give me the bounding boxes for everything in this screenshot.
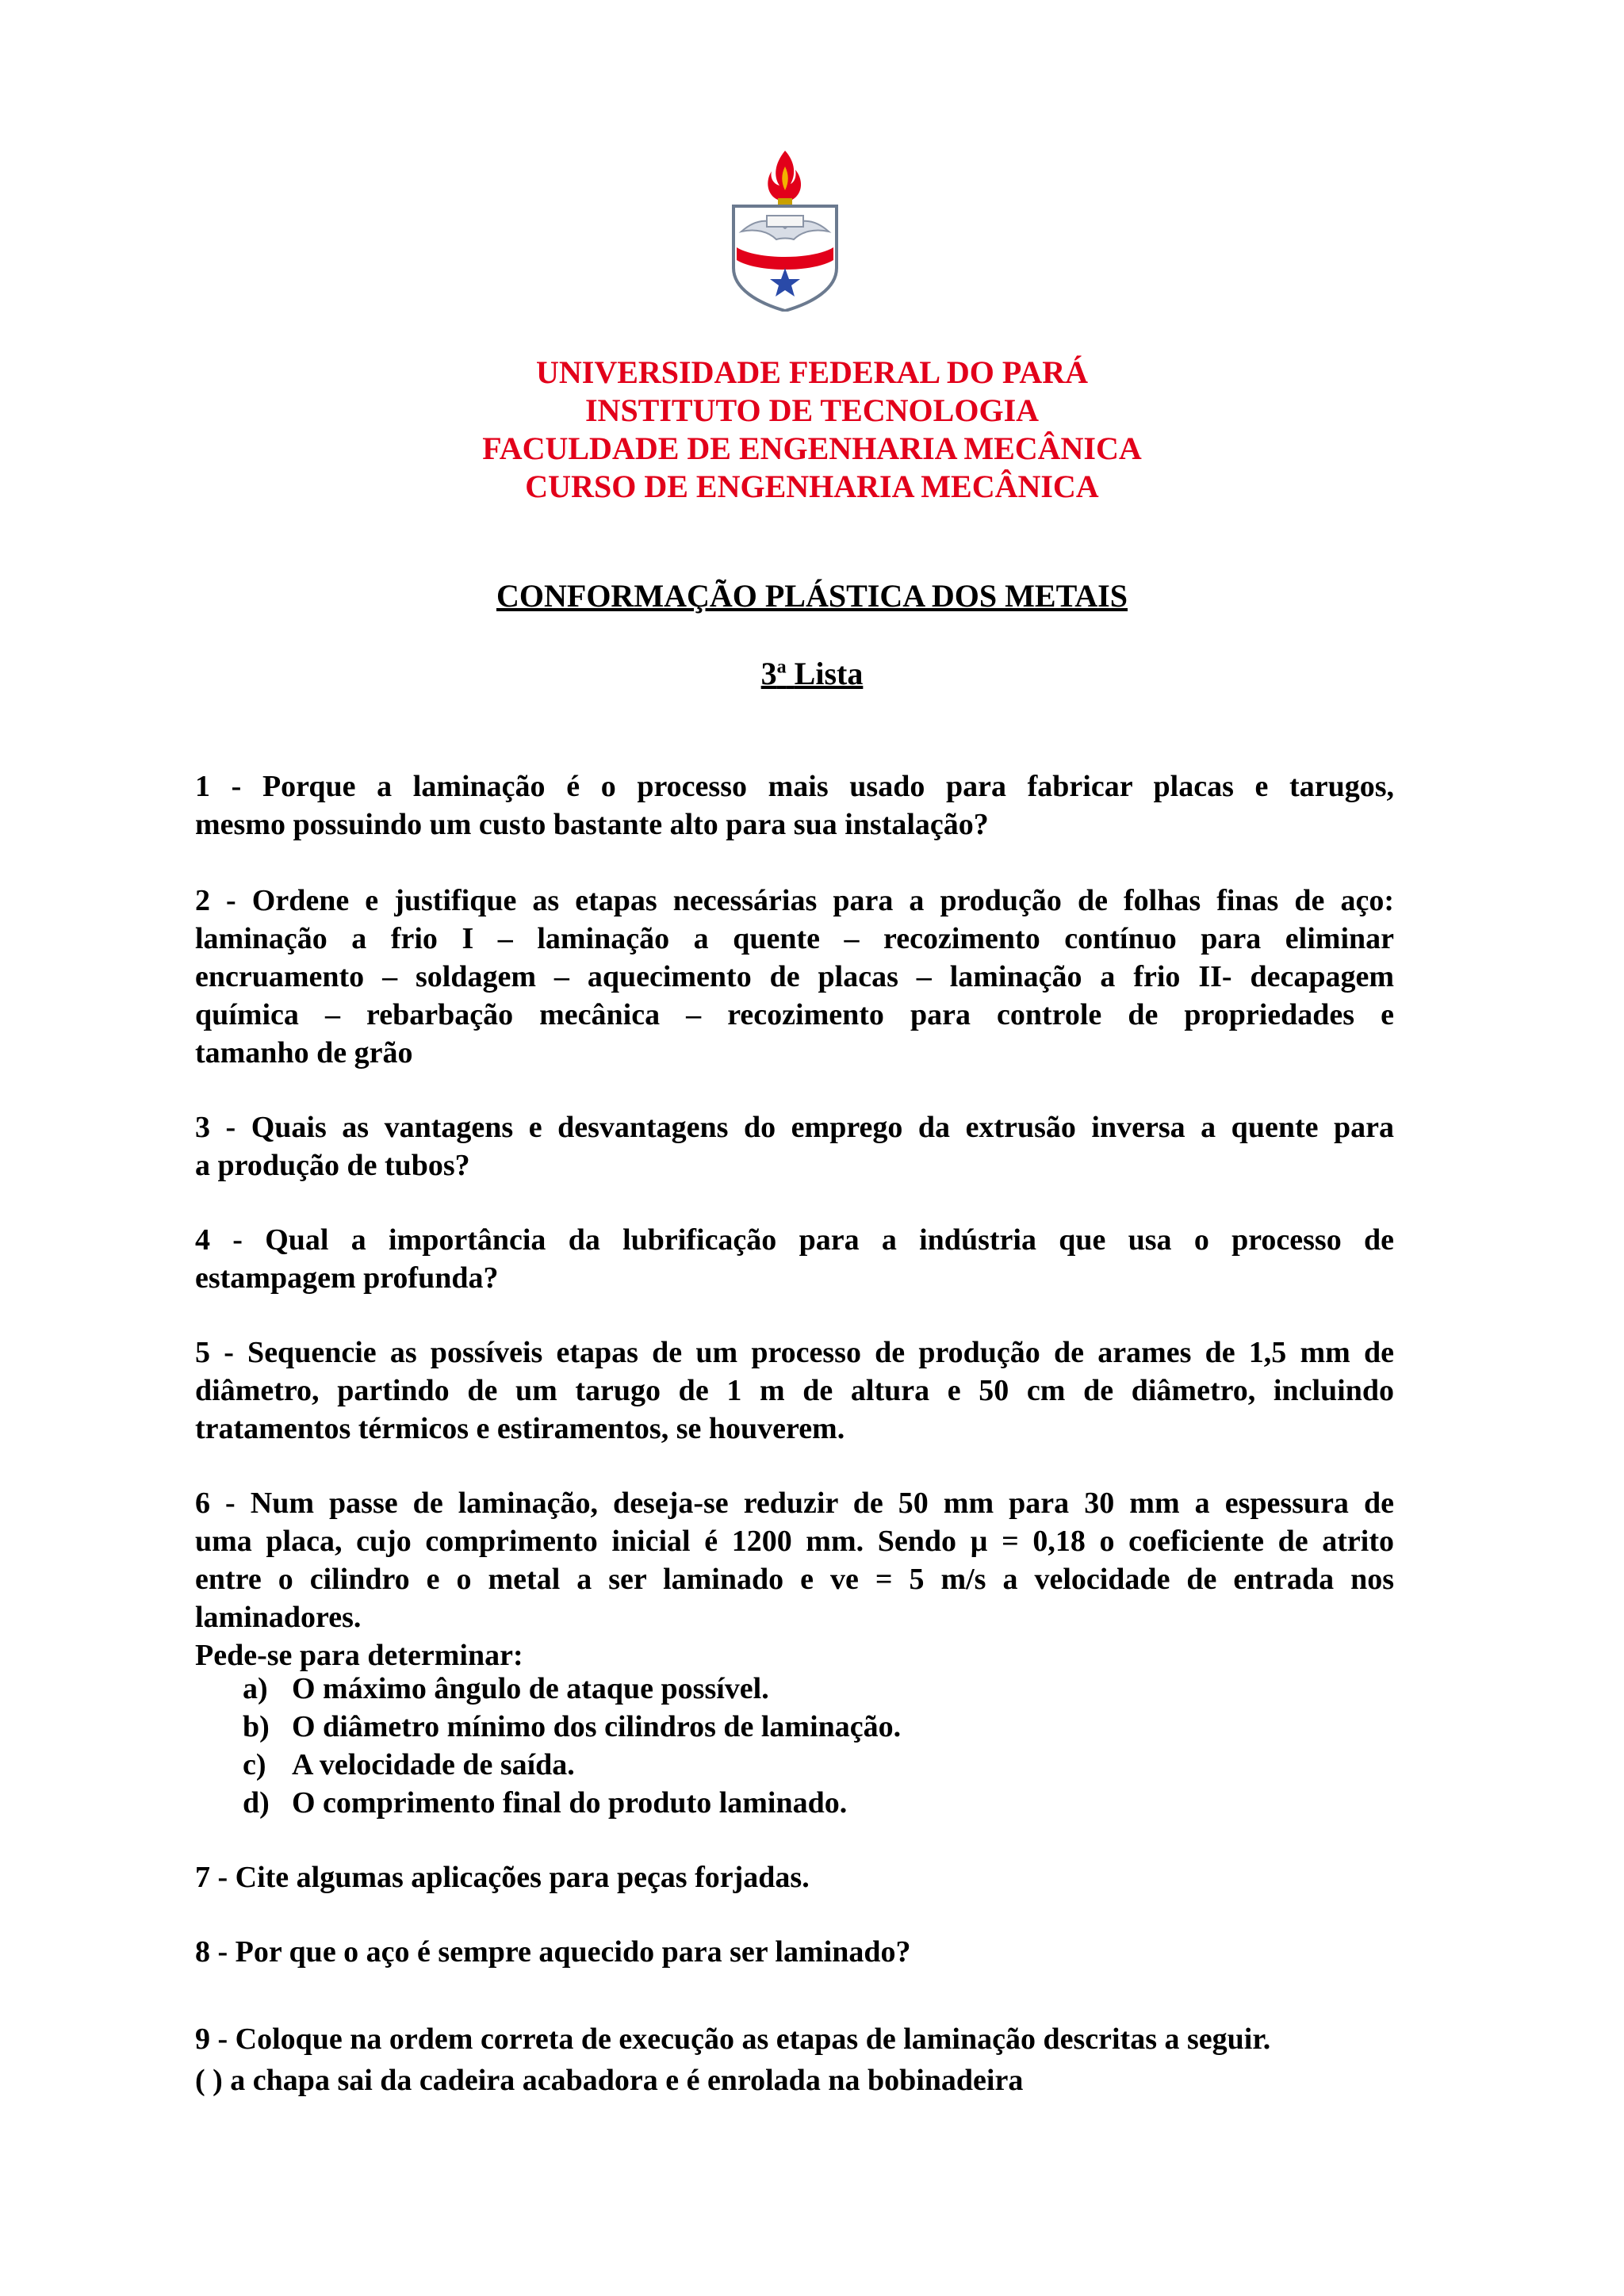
university-name: UNIVERSIDADE FEDERAL DO PARÁ [536,354,1088,390]
faculty-name: FACULDADE DE ENGENHARIA MECÂNICA [482,430,1142,466]
question-7: 7 - Cite algumas aplicações para peças forjadas. [195,1861,810,1894]
list-title [0,655,1624,692]
question-6: 6 - Num passe de laminação, deseja-se reduzir de 50 mm para 30 mm a espessura de uma placa, cujo comprimento inicial é 1200 mm. Sendo µ = 0,18 o coeficiente de atrito entre o cilindro e o metal a ser laminado e ve = 5 m/s a velocidade de entrada nos laminadores. Pede-se para determinar: [195,1487,1394,1672]
subject-title: CONFORMAÇÃO PLÁSTICA DOS METAIS [496,578,1128,614]
question-2: 2 - Ordene e justifique as etapas necessárias para a produção de folhas finas de aço: laminação a frio I – laminação a quente – recozimento contínuo para eliminar encruamento – soldagem – aquecimento de placas – laminação a frio II- decapagem química – rebarbação mecânica – recozimento para controle de propriedades e tamanho de grão [195,884,1394,1070]
question-1: 1 - Porque a laminação é o processo mais usado para fabricar placas e tarugos, mesmo possuindo um custo bastante alto para sua instalação? [195,770,1394,841]
list-item: a) O máximo ângulo de ataque possível. [243,1672,769,1705]
institute-name: INSTITUTO DE TECNOLOGIA [584,392,1040,428]
question-8: 8 - Por que o aço é sempre aquecido para ser laminado? [195,1935,911,1969]
list-item: b) O diâmetro mínimo dos cilindros de laminação. [243,1710,902,1743]
question-4: 4 - Qual a importância da lubrificação para a indústria que usa o processo de estampagem profunda? [195,1223,1394,1295]
list-item: c) A velocidade de saída. [243,1748,575,1781]
list-number: 3 [760,656,777,691]
ufpa-crest-icon [726,149,845,312]
question-6-items [243,1670,901,1822]
list-label: Lista [794,656,864,691]
question-5: 5 - Sequencie as possíveis etapas de um processo de produção de arames de 1,5 mm de diâmetro, partindo de um tarugo de 1 m de altura e 50 cm de diâmetro, incluindo tratamentos térmicos e estiramentos, se houverem. [195,1336,1394,1445]
question-3: 3 - Quais as vantagens e desvantagens do emprego da extrusão inversa a quente para a produção de tubos? [195,1111,1394,1182]
course-name: CURSO DE ENGENHARIA MECÂNICA [525,469,1099,504]
list-item: d) O comprimento final do produto laminado. [243,1786,848,1820]
question-9: 9 - Coloque na ordem correta de execução as etapas de laminação descritas a seguir. ( ) a chapa sai da cadeira acabadora e é enrolada na bobinadeira [195,2022,1271,2097]
list-ordinal: a [776,656,787,678]
